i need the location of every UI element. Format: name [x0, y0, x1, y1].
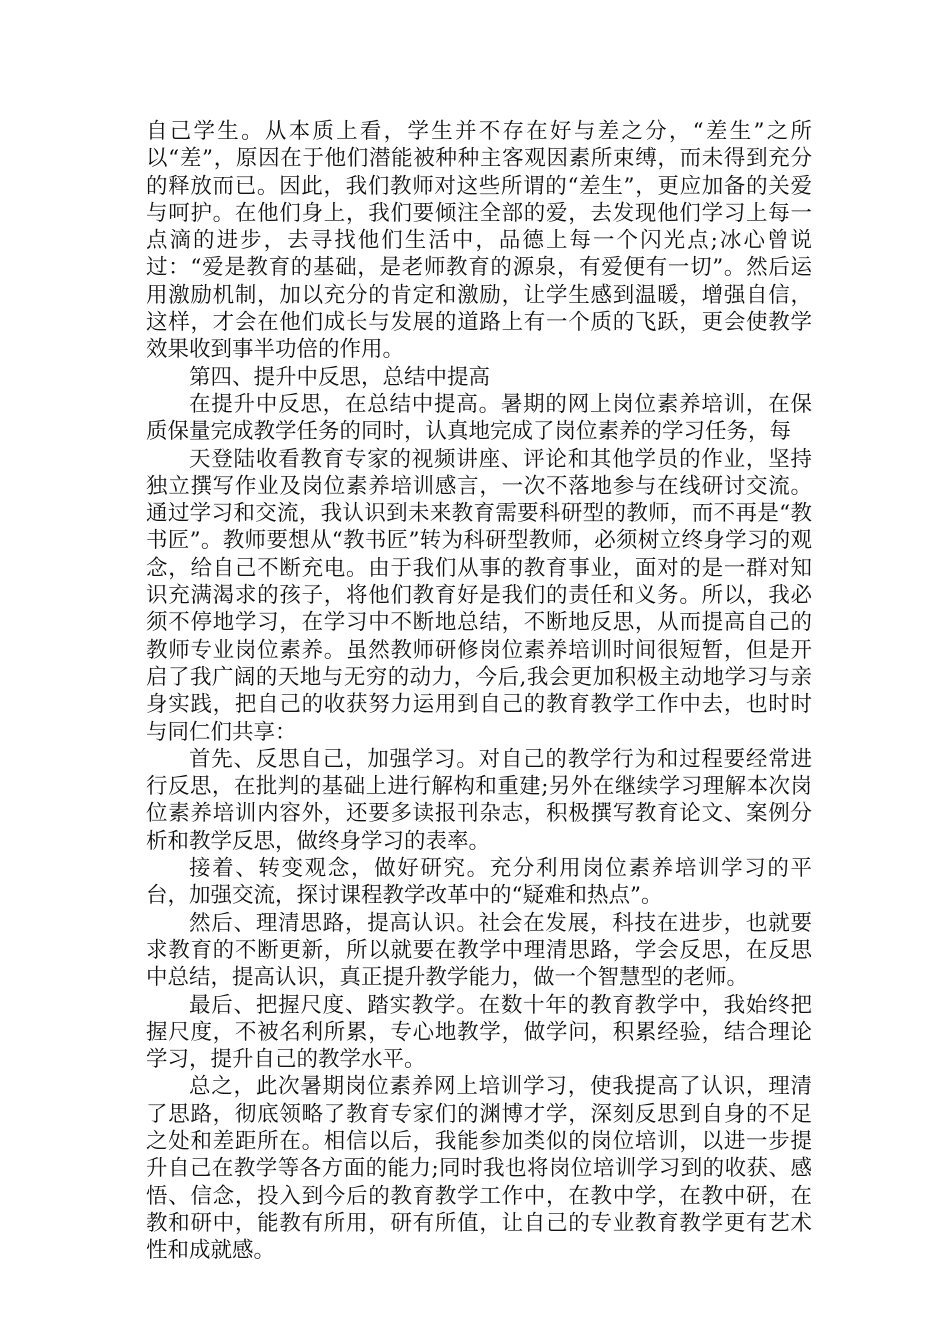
document-page	[146, 118, 812, 1264]
paragraph-first-reflect: 首先、反思自己，加强学习。对自己的教学行为和过程要经常进行反思，在批判的基础上进行解构和重建;另外在继续学习理解本次岗位素养培训内容外，还要多读报刊杂志，积极撰写教育论文、案例分析和教学反思，做终身学习的表率。	[146, 746, 812, 854]
paragraph-conclusion: 总之，此次暑期岗位素养网上培训学习，使我提高了认识，理清了思路，彻底领略了教育专家们的渊博才学，深刻反思到自身的不足之处和差距所在。相信以后，我能参加类似的岗位培训，以进一步提升自己在教学等各方面的能力;同时我也将岗位培训学习到的收获、感悟、信念，投入到今后的教育教学工作中，在教中学，在教中研，在教和研中，能教有所用，研有所值，让自己的专业教育教学更有艺术性和成就感。	[146, 1074, 812, 1264]
paragraph-summer-training: 在提升中反思，在总结中提高。暑期的网上岗位素养培训，在保质保量完成教学任务的同时，认真地完成了岗位素养的学习任务，每	[146, 391, 812, 445]
paragraph-finally-grasp: 最后、把握尺度、踏实教学。在数十年的教育教学中，我始终把握尺度，不被名利所累，专心地教学，做学问，积累经验，结合理论学习，提升自己的教学水平。	[146, 992, 812, 1073]
paragraph-then-change-ideas: 接着、转变观念，做好研究。充分利用岗位素养培训学习的平台，加强交流，探讨课程教学改革中的“疑难和热点”。	[146, 856, 812, 909]
paragraph-daily-study: 天登陆收看教育专家的视频讲座、评论和其他学员的作业，坚持独立撰写作业及岗位素养培训感言，一次不落地参与在线研讨交流。通过学习和交流，我认识到未来教育需要科研型的教师，而不再是“教书匠”。教师要想从“教书匠”转为科研型教师，必须树立终身学习的观念，给自己不断充电。由于我们从事的教育事业，面对的是一群对知识充满渴求的孩子，将他们教育好是我们的责任和义务。所以，我必须不停地学习，在学习中不断地总结，不断地反思，从而提高自己的教师专业岗位素养。虽然教师研修岗位素养培训时间很短暂，但是开启了我广阔的天地与无穷的动力，今后,我会更加积极主动地学习与亲身实践，把自己的收获努力运用到自己的教育教学工作中去，也时时与同仁们共享：	[146, 446, 812, 745]
paragraph-clear-thinking: 然后、理清思路，提高认识。社会在发展，科技在进步，也就要求教育的不断更新，所以就要在教学中理清思路，学会反思，在反思中总结，提高认识，真正提升教学能力，做一个智慧型的老师。	[146, 910, 812, 991]
paragraph-care-for-students: 自己学生。从本质上看，学生并不存在好与差之分，“差生”之所以“差”，原因在于他们潜能被种种主客观因素所束缚，而未得到充分的释放而已。因此，我们教师对这些所谓的“差生”，更应加备的关爱与呵护。在他们身上，我们要倾注全部的爱，去发现他们学习上每一点滴的进步，去寻找他们生活中，品德上每一个闪光点;冰心曾说过：“爱是教育的基础，是老师教育的源泉，有爱便有一切”。然后运用激励机制，加以充分的肯定和激励，让学生感到温暖，增强自信，这样，才会在他们成长与发展的道路上有一个质的飞跃，更会使教学效果收到事半功倍的作用。	[146, 119, 812, 363]
section-heading-reflection: 第四、提升中反思，总结中提高	[189, 364, 491, 390]
